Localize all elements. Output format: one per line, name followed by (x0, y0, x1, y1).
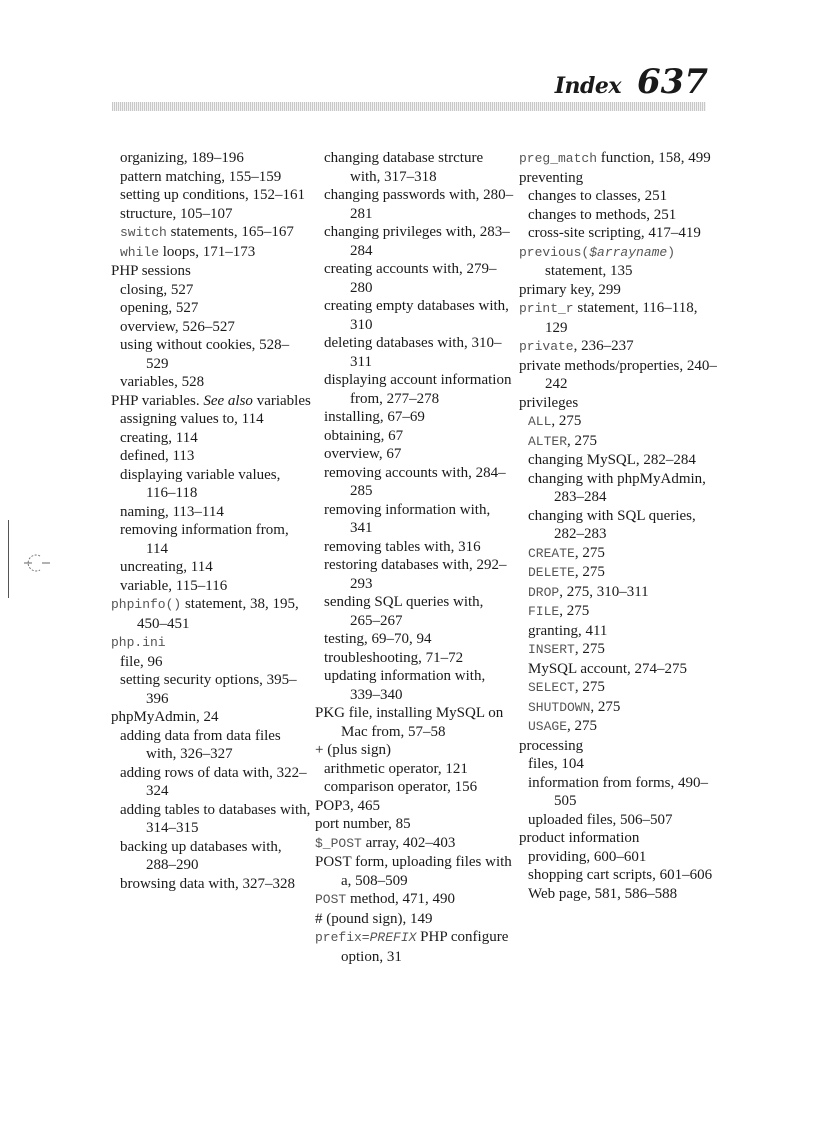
entry-text: comparison operator, 156 (324, 779, 478, 795)
index-subentry (528, 866, 719, 885)
entry-text: files, 104 (528, 756, 584, 772)
entry-text: overview, 526–527 (120, 318, 235, 335)
entry-text: information from forms, 490–505 (528, 774, 708, 809)
entry-text: changing MySQL, 282–284 (528, 452, 696, 468)
entry-text: primary key, 299 (519, 281, 621, 298)
index-subentry (120, 727, 311, 764)
index-main-entry (111, 262, 311, 281)
entry-text: creating accounts with, 279–280 (324, 261, 497, 296)
code-term: FILE (528, 604, 560, 619)
index-subentry (324, 760, 515, 779)
index-subentry (120, 186, 311, 205)
entry-text: changes to methods, 251 (528, 206, 677, 223)
entry-text: , 275 (574, 564, 605, 580)
entry-text: arithmetic operator, 121 (324, 760, 468, 777)
index-main-entry (111, 595, 311, 633)
entry-text: obtaining, 67 (324, 427, 404, 444)
entry-text: , 275 (574, 679, 605, 695)
entry-text: pattern matching, 155–159 (120, 168, 282, 185)
index-main-entry (111, 392, 311, 411)
index-subentry (528, 187, 719, 206)
entry-text: changes to classes, 251 (528, 188, 668, 204)
entry-text: processing (519, 737, 584, 754)
entry-text: using without cookies, 528–529 (120, 337, 290, 372)
index-subentry (120, 801, 311, 838)
entry-text: sending SQL queries with, 265–267 (324, 594, 484, 629)
entry-text: , 275 (551, 413, 582, 429)
code-term: USAGE (528, 719, 568, 734)
code-term: ) (667, 244, 676, 260)
code-term: switch (120, 225, 167, 240)
entry-text: removing accounts with, 284–285 (324, 464, 506, 499)
index-subentry (528, 774, 719, 811)
index-main-entry (315, 890, 515, 910)
index-subentry (120, 168, 311, 187)
code-term: ALL (528, 414, 552, 429)
index-subentry (120, 299, 311, 318)
entry-text: naming, 113–114 (120, 503, 224, 520)
index-subentry (324, 649, 515, 668)
entry-text: deleting databases with, 310–311 (324, 335, 502, 370)
entry-text: cross-site scripting, 417–419 (528, 225, 701, 241)
index-subentry (528, 640, 719, 660)
header-section-title: Index (554, 73, 622, 99)
index-subentry (324, 149, 515, 186)
index-subentry (120, 558, 311, 577)
index-main-entry (519, 169, 719, 188)
index-subentry (528, 848, 719, 867)
index-subentry (324, 334, 515, 371)
code-term: POST (315, 892, 347, 907)
index-subentry (324, 464, 515, 501)
entry-text: creating empty databases with, 310 (324, 298, 509, 333)
index-subentry (324, 630, 515, 649)
index-subentry (120, 875, 311, 894)
entry-text: , 275 (559, 603, 590, 619)
entry-text: preventing (519, 169, 584, 186)
entry-text: setting up conditions, 152–161 (120, 187, 305, 203)
registration-mark-icon (22, 548, 52, 578)
index-subentry (528, 583, 719, 603)
index-main-entry (315, 741, 515, 760)
index-main-entry (519, 394, 719, 413)
entry-text: statements, 165–167 (166, 224, 294, 240)
entry-text: changing privileges with, 283–284 (324, 224, 510, 259)
index-main-entry (315, 704, 515, 741)
entry-text: defined, 113 (120, 448, 195, 464)
index-subentry (324, 186, 515, 223)
entry-text: creating, 114 (120, 429, 198, 446)
code-term: private (519, 339, 574, 354)
index-subentry (324, 556, 515, 593)
entry-text: adding tables to databases with, 314–315 (120, 801, 311, 836)
header-rule (112, 102, 706, 111)
entry-text: installing, 67–69 (324, 409, 425, 425)
index-main-entry (315, 910, 515, 929)
code-term: $arrayname (589, 244, 668, 260)
index-subentry (324, 501, 515, 538)
entry-text: + (plus sign) (315, 742, 391, 758)
index-subentry (528, 563, 719, 583)
entry-text: method, 471, 490 (346, 891, 455, 907)
code-term: phpinfo() (111, 597, 182, 612)
header-page-number: 637 (637, 62, 708, 102)
index-subentry (324, 427, 515, 446)
entry-text: PHP sessions (111, 263, 191, 279)
crop-mark-left (8, 520, 9, 598)
entry-text: See also (203, 392, 253, 409)
code-term: DELETE (528, 565, 575, 580)
code-term: SELECT (528, 680, 575, 695)
entry-text: updating information with, 339–340 (324, 668, 486, 703)
entry-text: browsing data with, 327–328 (120, 875, 295, 892)
code-term: ALTER (528, 433, 568, 449)
entry-text: , 236–237 (573, 338, 634, 354)
code-term: php.ini (111, 635, 166, 650)
entry-text: shopping cart scripts, 601–606 (528, 867, 713, 883)
entry-text: restoring databases with, 292–293 (324, 557, 507, 592)
index-subentry (120, 149, 311, 168)
entry-text: changing with SQL queries, 282–283 (528, 507, 696, 542)
index-subentry (528, 507, 719, 544)
index-subentry (528, 811, 719, 830)
entry-text: removing information from, 114 (120, 522, 289, 557)
index-subentry (528, 432, 719, 452)
index-subentry (324, 297, 515, 334)
index-main-entry (315, 797, 515, 816)
entry-text: port number, 85 (315, 816, 411, 832)
index-subentry (324, 778, 515, 797)
entry-text: overview, 67 (324, 446, 402, 462)
entry-text: removing information with, 341 (324, 501, 491, 536)
index-main-entry (519, 149, 719, 169)
code-term: CREATE (528, 545, 575, 561)
index-main-entry (519, 337, 719, 357)
entry-text: assigning values to, 114 (120, 411, 264, 427)
entry-text: MySQL account, 274–275 (528, 660, 688, 677)
entry-text: displaying variable values, 116–118 (120, 466, 281, 501)
entry-text: statement, 38, 195, 450–451 (137, 596, 299, 632)
index-subentry (528, 678, 719, 698)
entry-text: granting, 411 (528, 622, 608, 639)
index-main-entry (111, 708, 311, 727)
code-term: INSERT (528, 642, 575, 657)
entry-text: , 275 (567, 432, 598, 449)
entry-text: , 275 (574, 544, 605, 561)
code-term: SHUTDOWN (528, 699, 591, 715)
entry-text: statement, 135 (545, 263, 633, 279)
index-main-entry (519, 829, 719, 848)
index-subentry (528, 206, 719, 225)
entry-text: variables, 528 (120, 374, 205, 390)
code-term: $_POST (315, 835, 362, 851)
index-subentry (528, 544, 719, 564)
entry-text: changing with phpMyAdmin, 283–284 (528, 470, 706, 505)
entry-text: POP3, 465 (315, 797, 381, 814)
index-subentry (120, 764, 311, 801)
entry-text: POST form, uploading files with a, 508–509 (315, 854, 512, 889)
entry-text: Web page, 581, 586–588 (528, 885, 678, 902)
entry-text: private methods/properties, 240–242 (519, 357, 717, 392)
entry-text: troubleshooting, 71–72 (324, 649, 464, 666)
index-subentry (120, 653, 311, 672)
index-subentry (324, 445, 515, 464)
entry-text: providing, 600–601 (528, 848, 647, 865)
entry-text: product information (519, 830, 640, 846)
entry-text: file, 96 (120, 653, 163, 670)
index-subentry (528, 470, 719, 507)
entry-text: removing tables with, 316 (324, 538, 481, 555)
index-subentry (120, 577, 311, 596)
entry-text: variable, 115–116 (120, 577, 228, 594)
index-subentry (324, 667, 515, 704)
index-subentry (528, 698, 719, 718)
entry-text: # (pound sign), 149 (315, 910, 433, 927)
index-main-entry (519, 243, 719, 281)
index-subentry (120, 205, 311, 224)
entry-text: variables (252, 392, 311, 409)
code-term: previous( (519, 244, 590, 260)
index-subentry (324, 593, 515, 630)
index-main-entry (519, 357, 719, 394)
index-main-entry (519, 737, 719, 756)
entry-text: testing, 69–70, 94 (324, 631, 432, 647)
index-main-entry (315, 834, 515, 854)
entry-text: backing up databases with, 288–290 (120, 838, 282, 873)
index-subentry (120, 521, 311, 558)
entry-text: structure, 105–107 (120, 205, 233, 222)
index-subentry (120, 318, 311, 337)
code-term: PREFIX (369, 930, 417, 945)
index-main-entry (315, 928, 515, 966)
entry-text: uncreating, 114 (120, 559, 213, 575)
index-subentry (120, 410, 311, 429)
entry-text: , 275 (574, 641, 605, 657)
code-term: prefix= (315, 930, 370, 945)
index-subentry (324, 371, 515, 408)
index-subentry (120, 373, 311, 392)
entry-text: , 275, 310–311 (559, 583, 649, 600)
entry-text: organizing, 189–196 (120, 150, 244, 166)
index-subentry (528, 755, 719, 774)
index-subentry (324, 408, 515, 427)
entry-text: PHP configure option, 31 (341, 929, 509, 965)
code-term: while (120, 244, 160, 260)
entry-text: function, 158, 499 (597, 150, 711, 166)
entry-text: statement, 116–118, 129 (545, 300, 698, 336)
index-column-2 (315, 149, 515, 966)
entry-text: phpMyAdmin, 24 (111, 709, 219, 725)
index-subentry (324, 223, 515, 260)
index-column-1 (111, 149, 311, 893)
index-subentry (528, 412, 719, 432)
entry-text: PHP variables. (111, 392, 204, 409)
index-subentry (120, 466, 311, 503)
entry-text: uploaded files, 506–507 (528, 811, 673, 828)
index-main-entry (519, 299, 719, 337)
entry-text: setting security options, 395–396 (120, 672, 297, 707)
index-subentry (120, 281, 311, 300)
index-subentry (528, 885, 719, 904)
index-subentry (120, 671, 311, 708)
index-subentry (324, 538, 515, 557)
index-subentry (120, 503, 311, 522)
index-subentry (120, 243, 311, 263)
index-subentry (528, 602, 719, 622)
index-subentry (120, 223, 311, 243)
index-subentry (528, 451, 719, 470)
running-header (0, 62, 708, 102)
index-column-3 (519, 149, 719, 903)
index-main-entry (315, 815, 515, 834)
entry-text: , 275 (590, 698, 621, 715)
entry-text: changing passwords with, 280–281 (324, 187, 514, 222)
index-main-entry (111, 633, 311, 653)
index-subentry (120, 447, 311, 466)
code-term: DROP (528, 584, 560, 600)
entry-text: array, 402–403 (361, 834, 456, 851)
index-subentry (120, 429, 311, 448)
index-subentry (528, 622, 719, 641)
index-subentry (528, 717, 719, 737)
entry-text: adding rows of data with, 322–324 (120, 764, 307, 799)
entry-text: adding data from data files with, 326–327 (120, 727, 281, 762)
index-main-entry (519, 281, 719, 300)
index-subentry (120, 336, 311, 373)
entry-text: , 275 (567, 718, 598, 734)
index-subentry (120, 838, 311, 875)
index-main-entry (315, 853, 515, 890)
entry-text: opening, 527 (120, 300, 199, 316)
code-term: preg_match (519, 151, 598, 166)
entry-text: loops, 171–173 (159, 243, 256, 260)
index-subentry (528, 224, 719, 243)
code-term: print_r (519, 301, 574, 316)
entry-text: changing database strcture with, 317–318 (324, 150, 484, 185)
entry-text: closing, 527 (120, 281, 194, 298)
entry-text: displaying account information from, 277–278 (324, 372, 512, 407)
entry-text: privileges (519, 394, 579, 411)
entry-text: PKG file, installing MySQL on Mac from, 57–58 (315, 705, 504, 740)
index-subentry (324, 260, 515, 297)
index-subentry (528, 660, 719, 679)
